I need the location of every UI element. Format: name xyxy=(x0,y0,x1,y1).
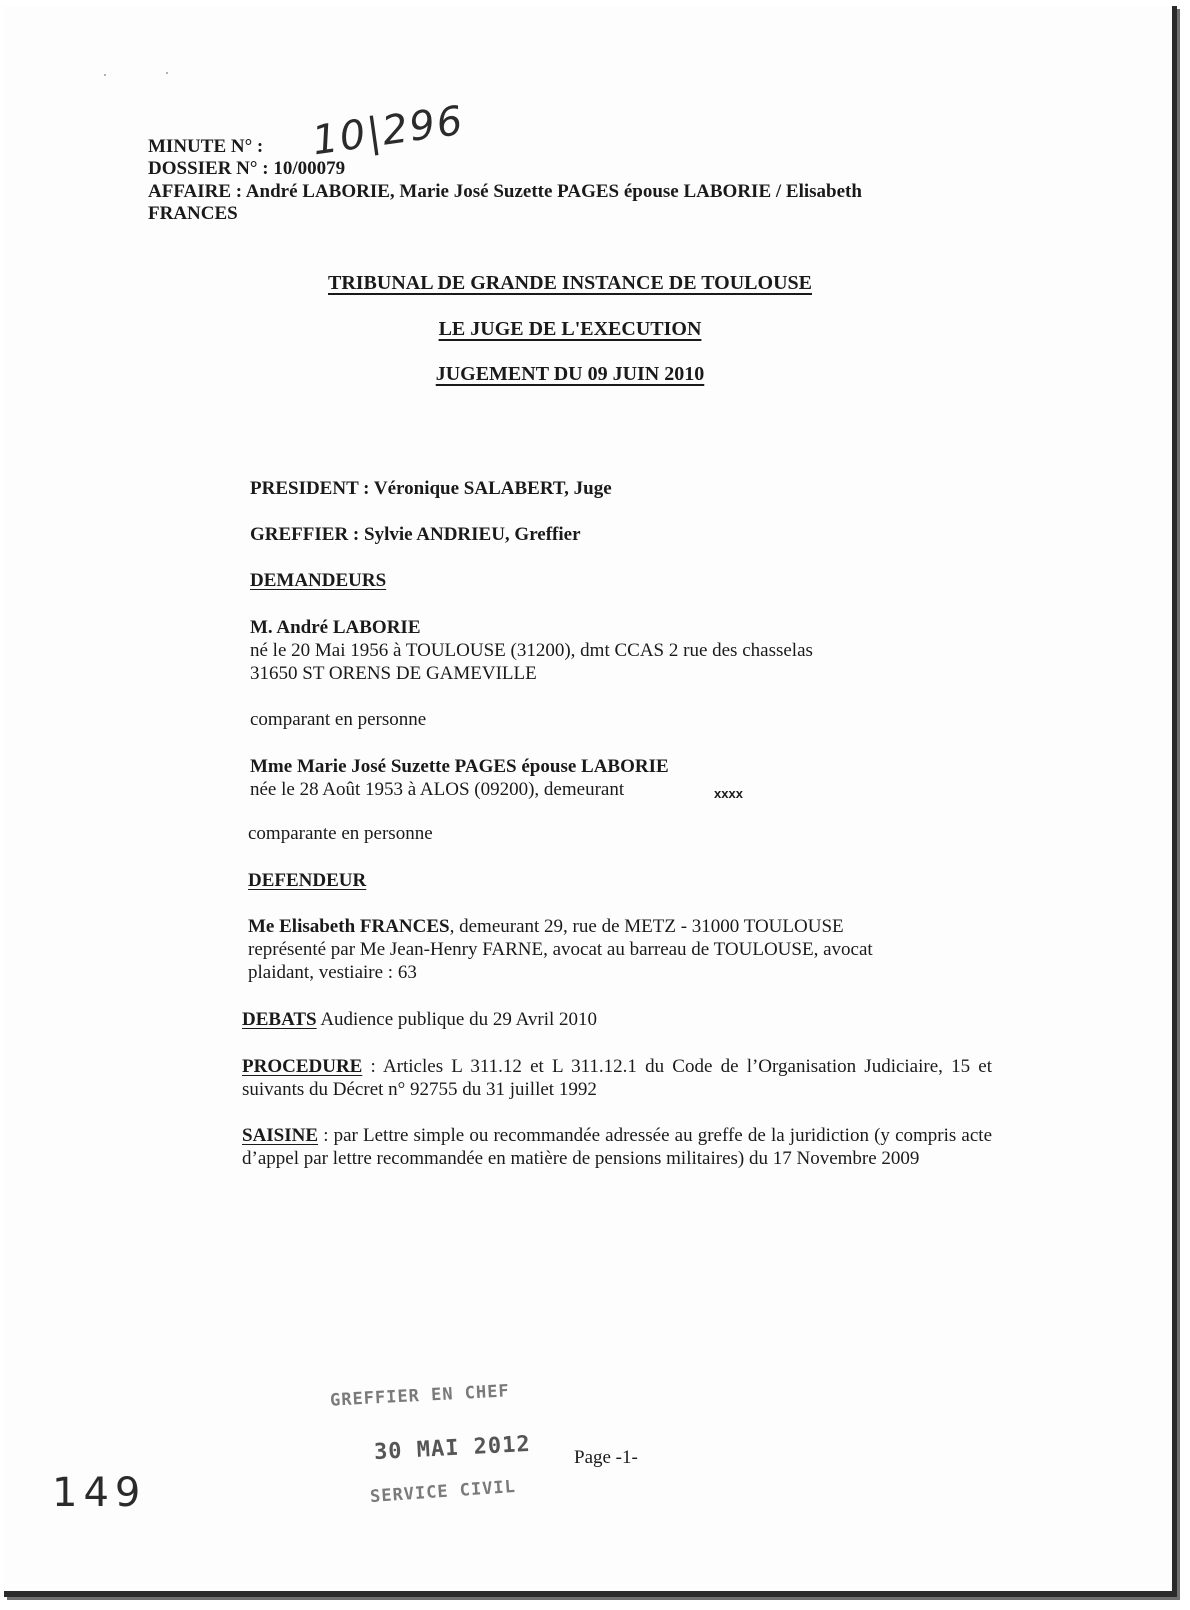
judge-title: LE JUGE DE L'EXECUTION xyxy=(438,318,702,340)
defendeur-representation: représenté par Me Jean-Henry FARNE, avocat au barreau de TOULOUSE, avocat xyxy=(248,939,873,960)
demandeur-1-address-line2: 31650 ST ORENS DE GAMEVILLE xyxy=(250,663,537,684)
stamp-date: 30 MAI 2012 xyxy=(373,1431,532,1466)
greffier-line: GREFFIER : Sylvie ANDRIEU, Greffier xyxy=(250,524,581,545)
stamp-service-civil: SERVICE CIVIL xyxy=(369,1476,517,1508)
affaire-line: AFFAIRE : André LABORIE, Marie José Suzette PAGES épouse LABORIE / Elisabeth xyxy=(148,181,862,202)
handwritten-page-number: 149 xyxy=(52,1470,147,1516)
page-number: Page -1- xyxy=(574,1447,638,1468)
demandeurs-heading: DEMANDEURS xyxy=(250,570,387,591)
demandeur-2-name: Mme Marie José Suzette PAGES épouse LABORIE xyxy=(250,756,669,777)
debats-label: DEBATS xyxy=(242,1009,317,1030)
saisine-label: SAISINE xyxy=(242,1125,319,1146)
redacted-address: xxxx xyxy=(714,786,743,801)
procedure-text: : Articles L 311.12 et L 311.12.1 du Code de l’Organisation Judiciaire, 15 et suivants du Décret n° 92755 du 31 juillet 1992 xyxy=(242,1056,992,1100)
minute-label: MINUTE N° : xyxy=(148,136,264,157)
procedure-label: PROCEDURE xyxy=(242,1056,363,1077)
affaire-line-continued: FRANCES xyxy=(148,203,238,224)
defendeur-address: , demeurant 29, rue de METZ - 31000 TOULOUSE xyxy=(449,916,844,937)
demandeur-1-name: M. André LABORIE xyxy=(250,617,421,638)
president-line: PRESIDENT : Véronique SALABERT, Juge xyxy=(250,478,612,499)
saisine-paragraph xyxy=(242,1124,992,1170)
scan-speck xyxy=(166,72,168,74)
defendeur-vestiaire: plaidant, vestiaire : 63 xyxy=(248,962,417,983)
procedure-paragraph xyxy=(242,1055,992,1101)
saisine-text: : par Lettre simple ou recommandée adressée au greffe de la juridiction (y compris acte d’appel par lettre recommandée en matière de pensions militaires) du 17 Novembre 2009 xyxy=(242,1125,992,1169)
demandeur-2-birth-line: née le 28 Août 1953 à ALOS (09200), demeurant xyxy=(250,779,625,800)
demandeur-2-status: comparante en personne xyxy=(248,823,433,844)
court-title: TRIBUNAL DE GRANDE INSTANCE DE TOULOUSE xyxy=(327,272,812,294)
scan-speck xyxy=(104,74,106,76)
defendeur-heading: DEFENDEUR xyxy=(248,870,367,891)
demandeur-1-status: comparant en personne xyxy=(250,709,427,730)
judgment-title: JUGEMENT DU 09 JUIN 2010 xyxy=(435,363,705,385)
demandeur-1-address-line1: né le 20 Mai 1956 à TOULOUSE (31200), dmt CCAS 2 rue des chasselas xyxy=(250,640,813,661)
debats-line xyxy=(242,1008,597,1031)
stamp-greffier-en-chef: GREFFIER EN CHEF xyxy=(329,1381,511,1411)
minute-handwritten-number: 10|296 xyxy=(309,97,468,165)
dossier-number: DOSSIER N° : 10/00079 xyxy=(148,158,346,179)
debats-text: Audience publique du 29 Avril 2010 xyxy=(316,1009,598,1030)
defendeur-name: Me Elisabeth FRANCES xyxy=(248,916,450,937)
defendeur-address-line xyxy=(248,915,844,938)
